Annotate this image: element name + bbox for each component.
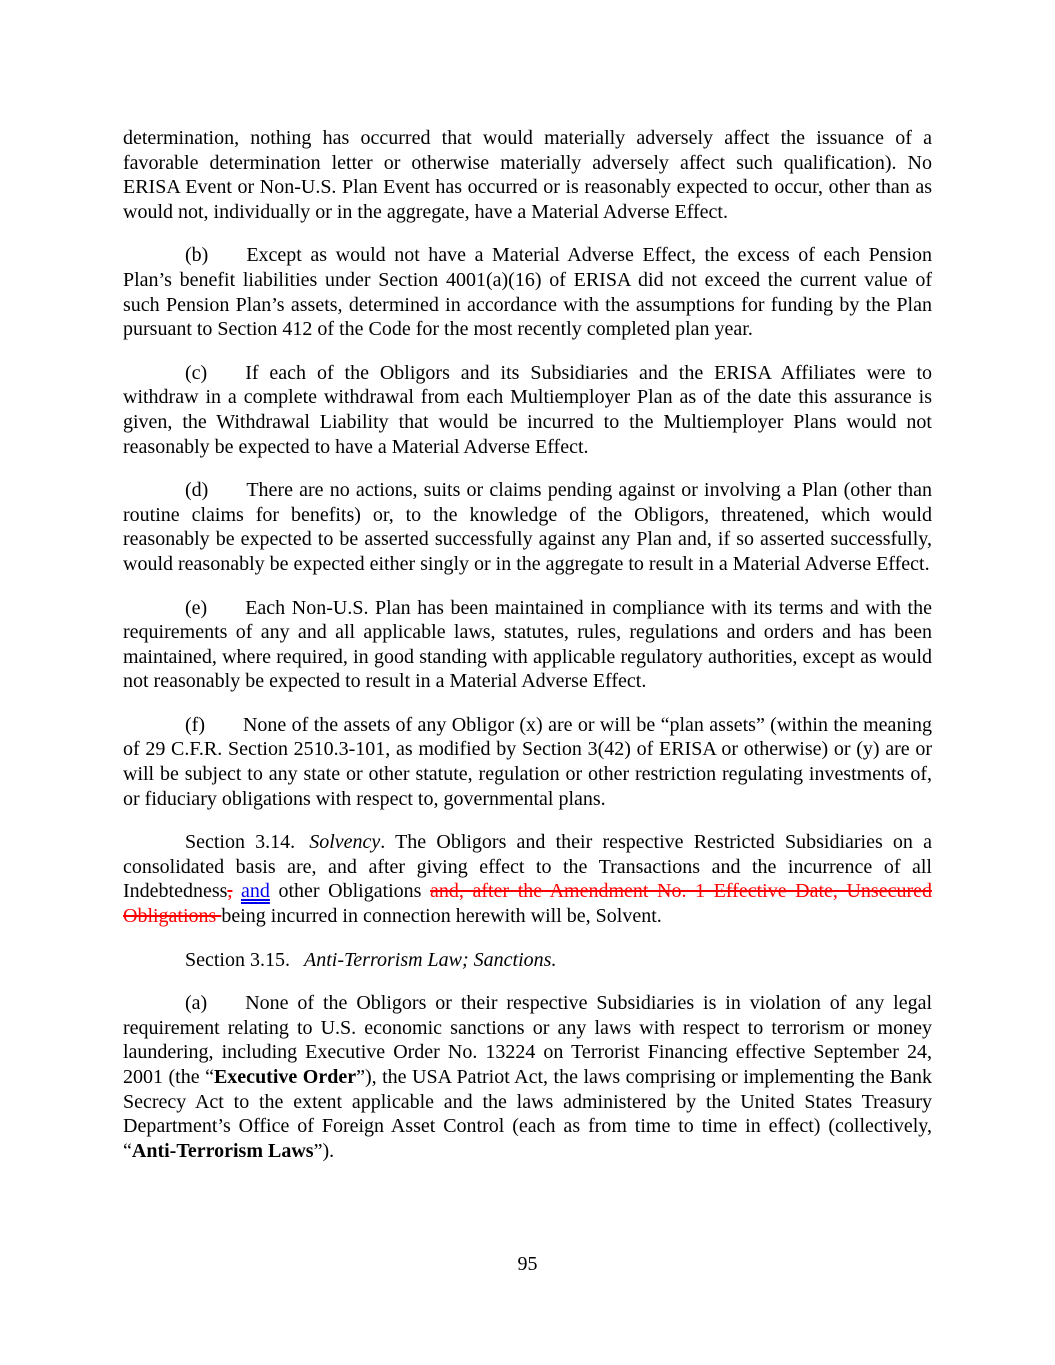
section-title: Anti-Terrorism Law; Sanctions. — [304, 948, 557, 971]
text-run: being incurred in connection herewith will be, Solvent. — [221, 905, 662, 928]
paragraph — [123, 830, 932, 928]
text-run: None of the assets of any Obligor (x) are or will be “plan assets” (within the meaning of 29 C.F.R. Section 2510.3-101, as modified by Section 3(42) of ERISA or otherwise) or (y) are or will be subject to any state or other statute, regulation or other restriction regulating investments of, or fiduciary obligations with respect to, governmental plans. — [123, 713, 932, 810]
defined-term: Executive Order — [213, 1066, 357, 1088]
text-run: (e) — [185, 596, 208, 619]
paragraph — [123, 126, 932, 224]
text-run: If each of the Obligors and its Subsidiaries and the ERISA Affiliates were to withdraw in a complete withdrawal from each Multiemployer Plan as of the date this assurance is given, the Withdrawal Liability that would be incurred to the Multiemployer Plans would not reasonably be expected to have a Material Adverse Effect. — [123, 361, 932, 458]
document-body — [123, 126, 932, 1182]
page-footer — [0, 1252, 1055, 1276]
text-run: ”). — [313, 1139, 335, 1162]
text-run: (a) — [185, 992, 208, 1015]
text-run: (d) — [185, 479, 209, 502]
text-run: determination, nothing has occurred that would materially adversely affect the issuance of a favorable determination letter or otherwise materially adversely affect such qualification). No ERISA Event or Non-U.S. Plan Event has occurred or is reasonably expected to occur, other than as would not, individually or in the aggregate, have a Material Adverse Effect. — [123, 127, 932, 223]
text-run: ”), the USA Patriot Act, the laws comprising or implementing the Bank Secrecy Act to the extent applicable and the laws administered by the United States Treasury Department’s Office of Foreign Asset Control (each as from time to time in effect) (collectively, “ — [123, 1066, 933, 1162]
paragraph — [123, 478, 932, 576]
text-run: (f) — [185, 713, 205, 736]
paragraph — [123, 713, 932, 811]
paragraph — [123, 991, 932, 1163]
inserted-text: and — [241, 880, 270, 903]
text-run: . The Obligors and their respective Restricted Subsidiaries on a consolidated basis are, and after giving effect to the Transactions and the incurrence of all Indebtedness — [123, 831, 932, 903]
page-number: 95 — [517, 1253, 538, 1275]
paragraph — [123, 243, 932, 341]
paragraphs — [123, 126, 932, 1163]
defined-term: Anti-Terrorism Laws — [131, 1139, 314, 1162]
paragraph — [123, 361, 932, 459]
paragraph — [123, 948, 932, 973]
text-run: There are no actions, suits or claims pending against or involving a Plan (other than routine claims for benefits) or, to the knowledge of the Obligors, threatened, which would reasonably be expected to be asserted successfully against any Plan and, if so asserted successfully, would reasonably be expected either singly or in the aggregate to result in a Material Adverse Effect. — [123, 479, 932, 575]
deleted-text: and, after the Amendment No. 1 Effective Date, Unsecured Obligations — [123, 880, 932, 928]
deleted-text: , — [227, 880, 233, 903]
text-run: None of the Obligors or their respective Subsidiaries is in violation of any legal requirement relating to U.S. economic sanctions or any laws with respect to terrorism or money laundering, including Executive Order No. 13224 on Terrorist Financing effective September 24, 2001 (the “ — [123, 992, 932, 1088]
text-run: Section 3.14. — [185, 831, 296, 854]
text-run: Except as would not have a Material Adverse Effect, the excess of each Pension Plan’s benefit liabilities under Section 4001(a)(16) of ERISA did not exceed the current value of such Pension Plan’s assets, determined in accordance with the assumptions for funding by the Plan pursuant to Section 412 of the Code for the most recently completed plan year. — [123, 244, 932, 341]
text-run — [232, 880, 241, 902]
section-title: Solvency — [309, 831, 381, 854]
paragraph — [123, 596, 932, 694]
text-run: (c) — [185, 361, 208, 384]
text-run: (b) — [185, 244, 209, 267]
text-run: other Obligations — [269, 880, 431, 903]
text-run: Section 3.15. — [185, 948, 290, 971]
text-run: Each Non-U.S. Plan has been maintained in compliance with its terms and with the requirements of any and all applicable laws, statutes, rules, regulations and orders and has been maintained, where required, in good standing with applicable regulatory authorities, except as would not reasonably be expected to result in a Material Adverse Effect. — [123, 596, 932, 693]
